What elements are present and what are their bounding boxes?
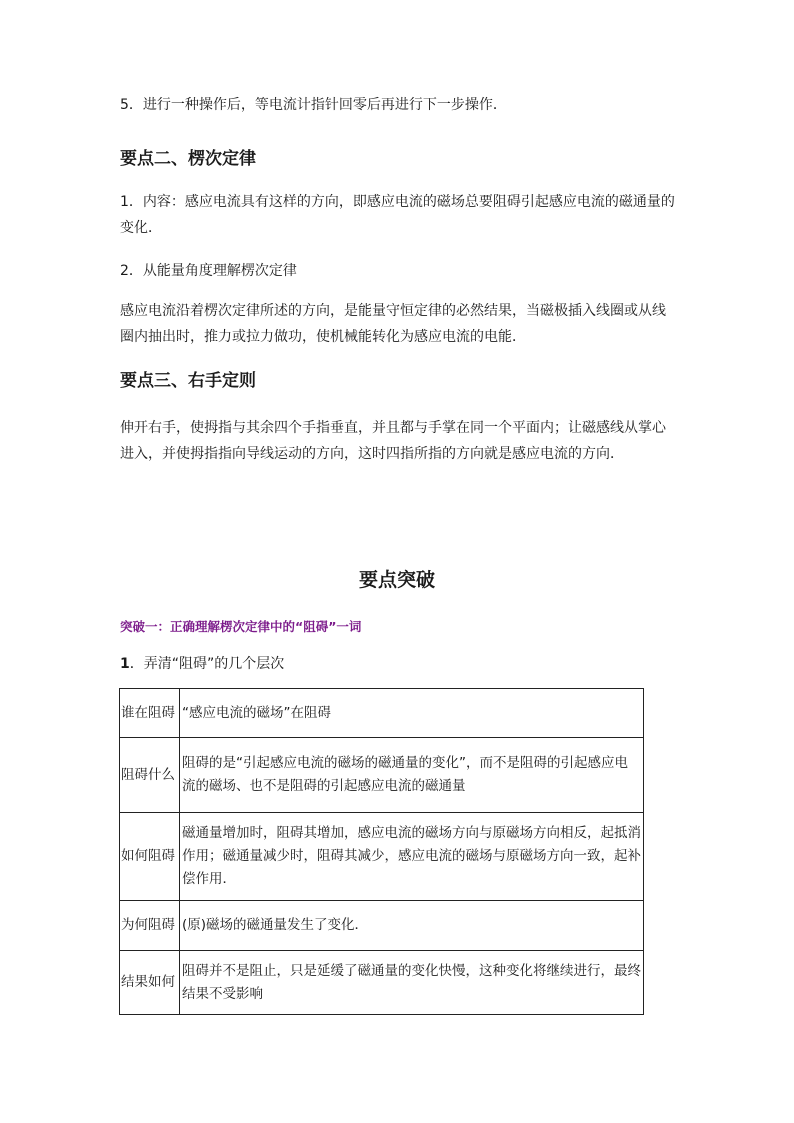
- section2-heading: 要点二、楞次定律: [120, 149, 256, 169]
- table-key-cell: 结果如何: [120, 951, 180, 1015]
- breakthrough-1-title: 突破一：正确理解楞次定律中的“阻碍”一词: [120, 619, 362, 634]
- breakthrough-1-subheading: [120, 653, 284, 675]
- table-value-cell: 阻碍并不是阻止，只是延缓了磁通量的变化快慢，这种变化将继续进行，最终结果不受影响: [180, 951, 644, 1015]
- table-row: [120, 901, 644, 951]
- table-key-cell: 为何阻碍: [120, 901, 180, 951]
- table-value-cell: 阻碍的是“引起感应电流的磁场的磁通量的变化”，而不是阻碍的引起感应电流的磁场、也不是阻碍的引起感应电流的磁通量: [180, 738, 644, 813]
- section2-paragraph: 感应电流沿着楞次定律所述的方向，是能量守恒定律的必然结果，当磁极插入线圈或从线圈内抽出时，推力或拉力做功，使机械能转化为感应电流的电能．: [120, 303, 666, 345]
- table-value-cell: “感应电流的磁场”在阻碍: [180, 689, 644, 738]
- section3-paragraph: 伸开右手，使拇指与其余四个手指垂直，并且都与手掌在同一个平面内；让磁感线从掌心进入，并使拇指指向导线运动的方向，这时四指所指的方向就是感应电流的方向．: [120, 420, 666, 462]
- resistance-levels-table: [119, 688, 644, 1015]
- table-key-cell: 谁在阻碍: [120, 689, 180, 738]
- subheading-text: ．弄清“阻碍”的几个层次: [129, 656, 285, 672]
- section2-item-2: 2．从能量角度理解楞次定律: [120, 263, 297, 279]
- table-row: [120, 813, 644, 901]
- table-key-cell: 如何阻碍: [120, 813, 180, 901]
- table-row: [120, 689, 644, 738]
- table-key-cell: 阻碍什么: [120, 738, 180, 813]
- table-row: [120, 738, 644, 813]
- breakthroughs-title: 要点突破: [358, 569, 435, 591]
- table-value-cell: 磁通量增加时，阻碍其增加，感应电流的磁场方向与原磁场方向相反，起抵消作用；磁通量减少时，阻碍其减少，感应电流的磁场与原磁场方向一致，起补偿作用．: [180, 813, 644, 901]
- section3-heading: 要点三、右手定则: [120, 371, 256, 391]
- section2-item-1: 1．内容：感应电流具有这样的方向，即感应电流的磁场总要阻碍引起感应电流的磁通量的变化．: [120, 194, 675, 236]
- table-row: [120, 951, 644, 1015]
- table-value-cell: (原)磁场的磁通量发生了变化．: [180, 901, 644, 951]
- intro-item-5: 5．进行一种操作后，等电流计指针回零后再进行下一步操作．: [120, 97, 507, 113]
- subheading-number: 1: [120, 656, 130, 672]
